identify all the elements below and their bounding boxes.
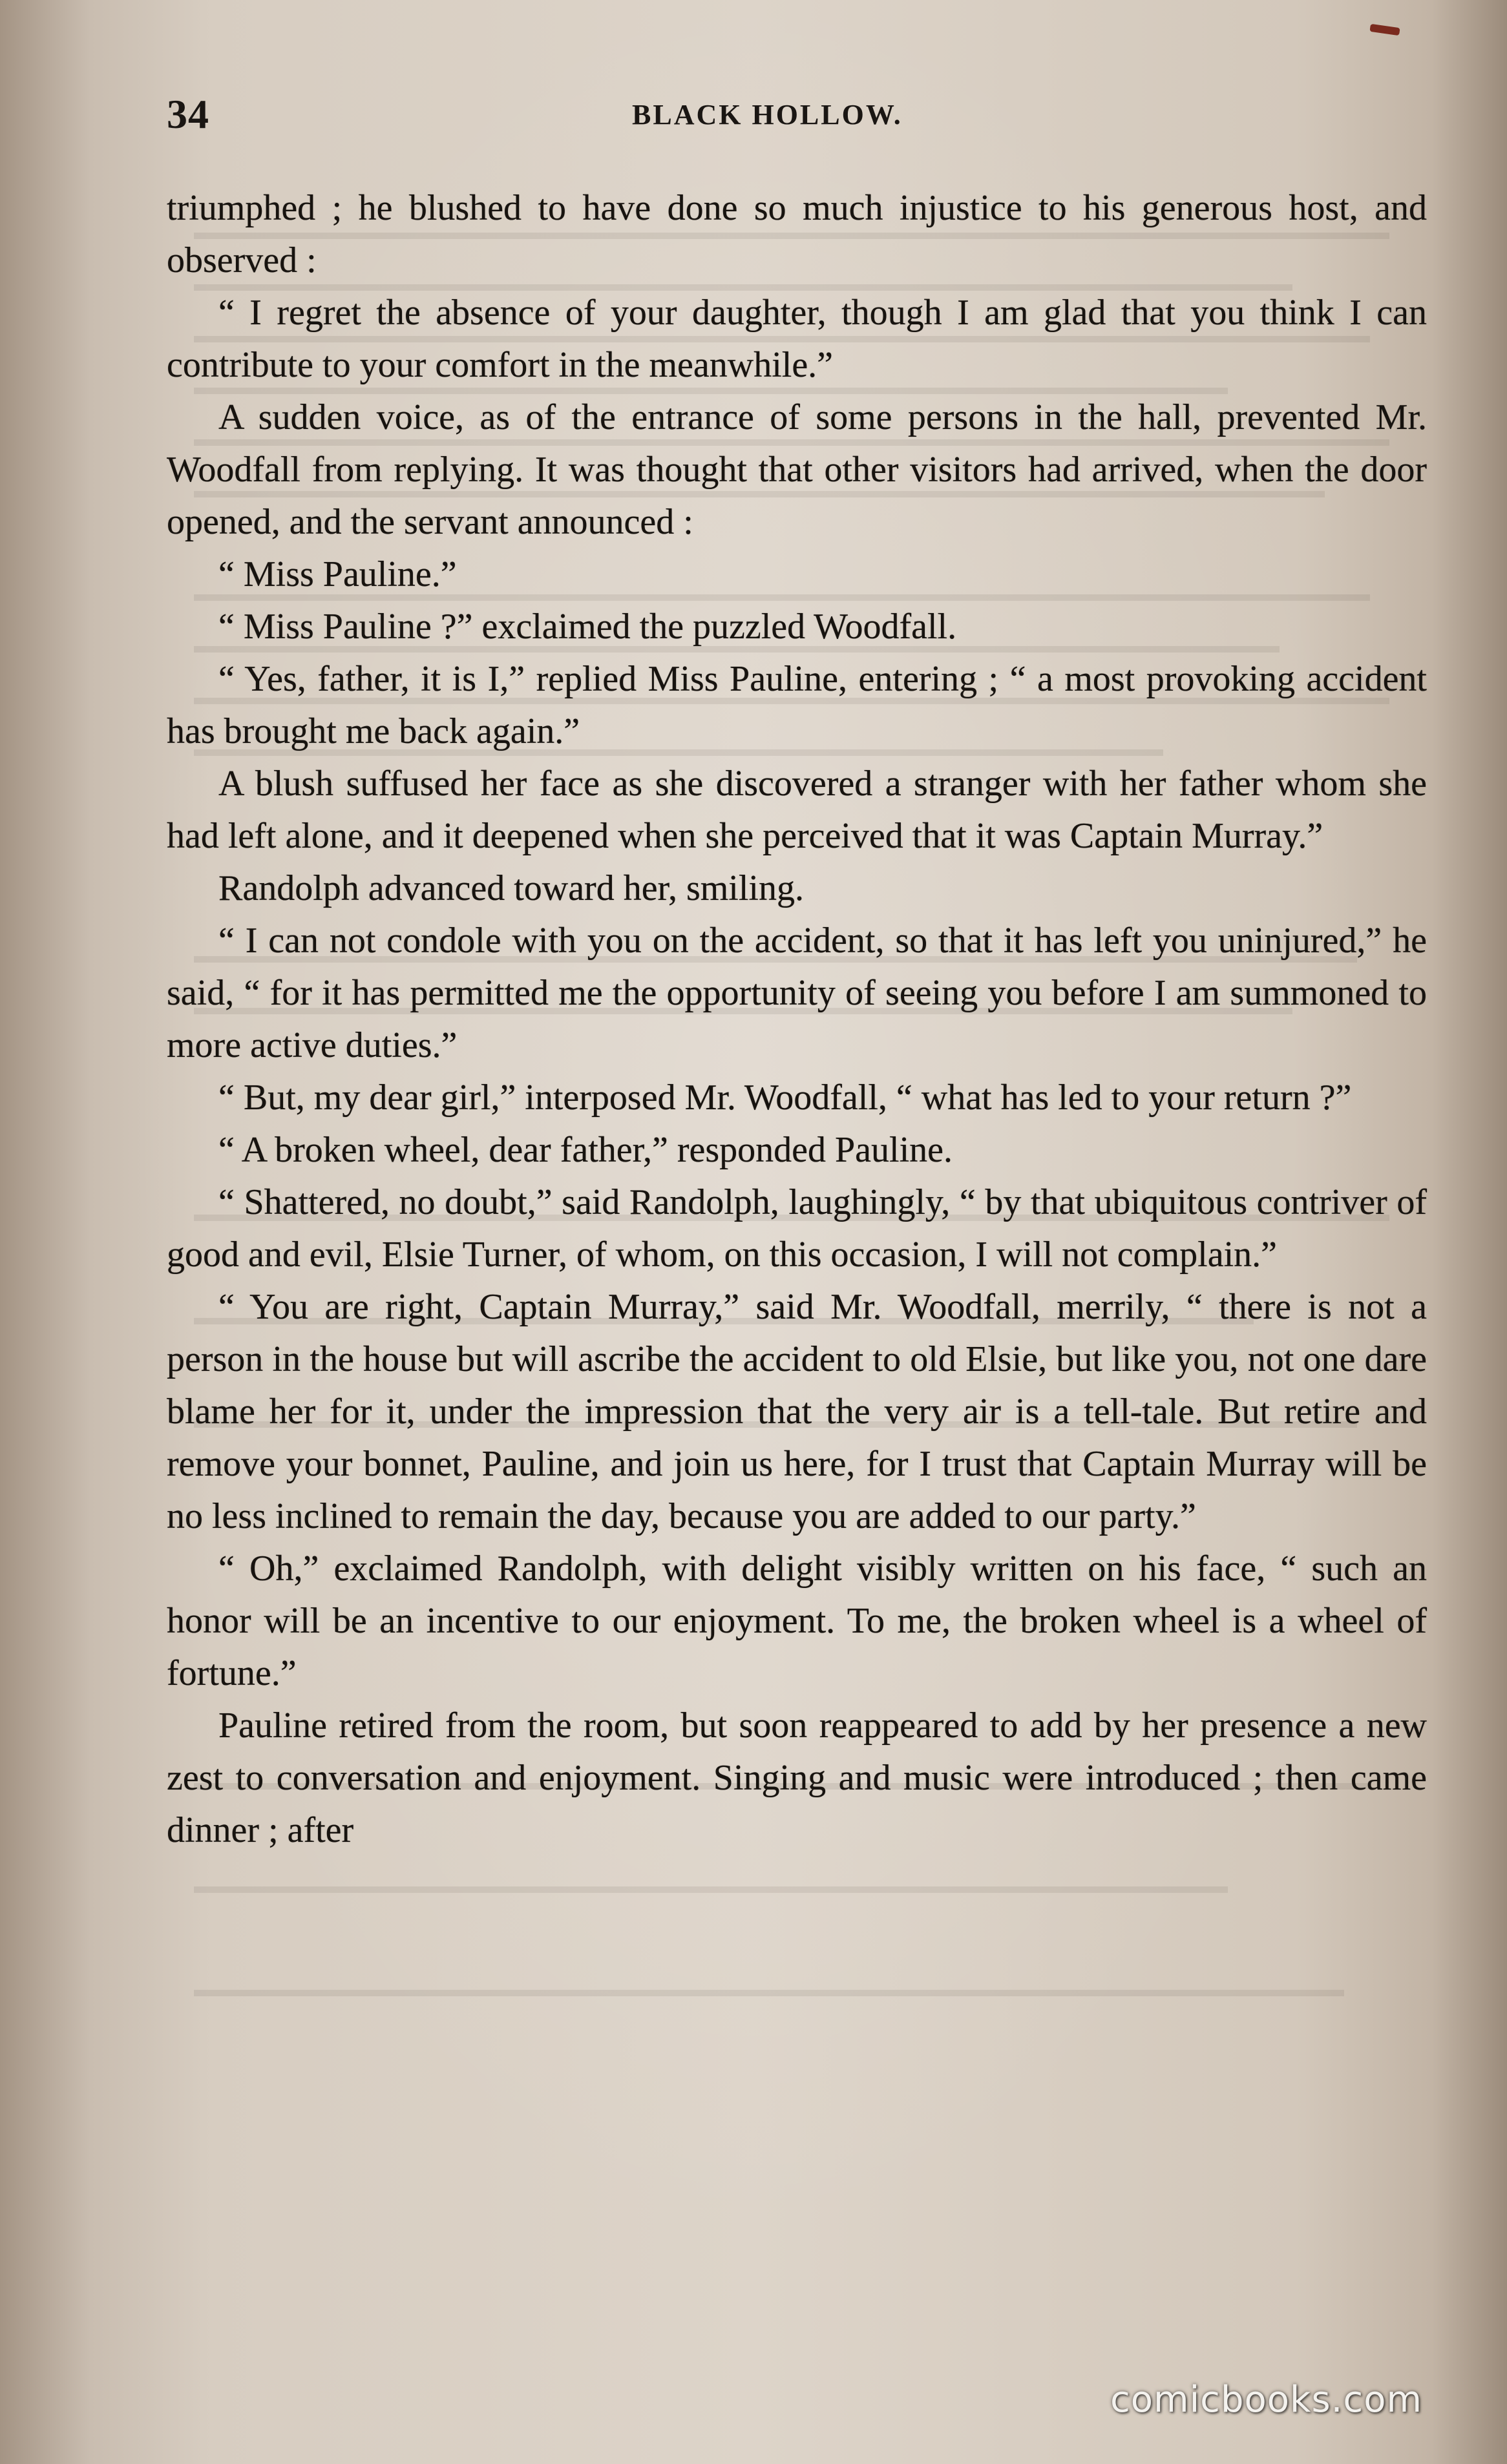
source-watermark: comicbooks.com: [1110, 2379, 1423, 2421]
paragraph: “ Yes, father, it is I,” replied Miss Pauline, entering ; “ a most provoking accident has brought me back again.”: [167, 659, 1427, 751]
ink-mark: [1369, 24, 1400, 36]
paragraph: “ Oh,” exclaimed Randolph, with delight visibly written on his face, “ such an honor will be an incentive to our enjoyment. To me, the broken wheel is a wheel of fortune.”: [167, 1549, 1427, 1693]
running-head: [167, 90, 1427, 149]
paragraph: A sudden voice, as of the entrance of some persons in the hall, prevented Mr. Woodfall from replying. It was thought that other visitors had arrived, when the door opened, and the servant announced :: [167, 397, 1427, 542]
page-number: 34: [167, 91, 209, 137]
paragraph: triumphed ; he blushed to have done so much injustice to his generous host, and observed :: [167, 188, 1427, 280]
paragraph: A blush suffused her face as she discovered a stranger with her father whom she had left alone, and it deepened when she perceived that it was Captain Murray.”: [167, 764, 1427, 856]
paragraph: “ Miss Pauline ?” exclaimed the puzzled Woodfall.: [218, 607, 957, 647]
paragraph: Randolph advanced toward her, smiling.: [218, 868, 804, 908]
paragraph: “ Miss Pauline.”: [218, 554, 457, 594]
paragraph: “ You are right, Captain Murray,” said Mr. Woodfall, merrily, “ there is not a person in the house but will ascribe the accident to old Elsie, but like you, not one dare blame her for it, under the impression that the very air is a tell-tale. But retire and remove your bonnet, Pauline, and join us here, for I trust that Captain Murray will be no less inclined to remain the day, because you are added to our party.”: [167, 1287, 1427, 1536]
running-title: BLACK HOLLOW.: [632, 99, 903, 131]
paragraph: “ I regret the absence of your daughter, though I am glad that you think I can contribute to your comfort in the meanwhile.”: [167, 293, 1427, 385]
paragraph: “ Shattered, no doubt,” said Randolph, laughingly, “ by that ubiquitous contriver of good and evil, Elsie Turner, of whom, on this occasion, I will not complain.”: [167, 1182, 1427, 1275]
paragraph: “ A broken wheel, dear father,” responded Pauline.: [218, 1130, 953, 1170]
paragraph: Pauline retired from the room, but soon reappeared to add by her presence a new zest to conversation and enjoyment. Singing and music were introduced ; then came dinner ; after: [167, 1706, 1427, 1850]
body-text: [167, 182, 1427, 1857]
paragraph: “ I can not condole with you on the accident, so that it has left you uninjured,” he said, “ for it has permitted me the opportunity of seeing you before I am summoned to more active duties.”: [167, 921, 1427, 1065]
paragraph: “ But, my dear girl,” interposed Mr. Woodfall, “ what has led to your return ?”: [218, 1078, 1352, 1118]
